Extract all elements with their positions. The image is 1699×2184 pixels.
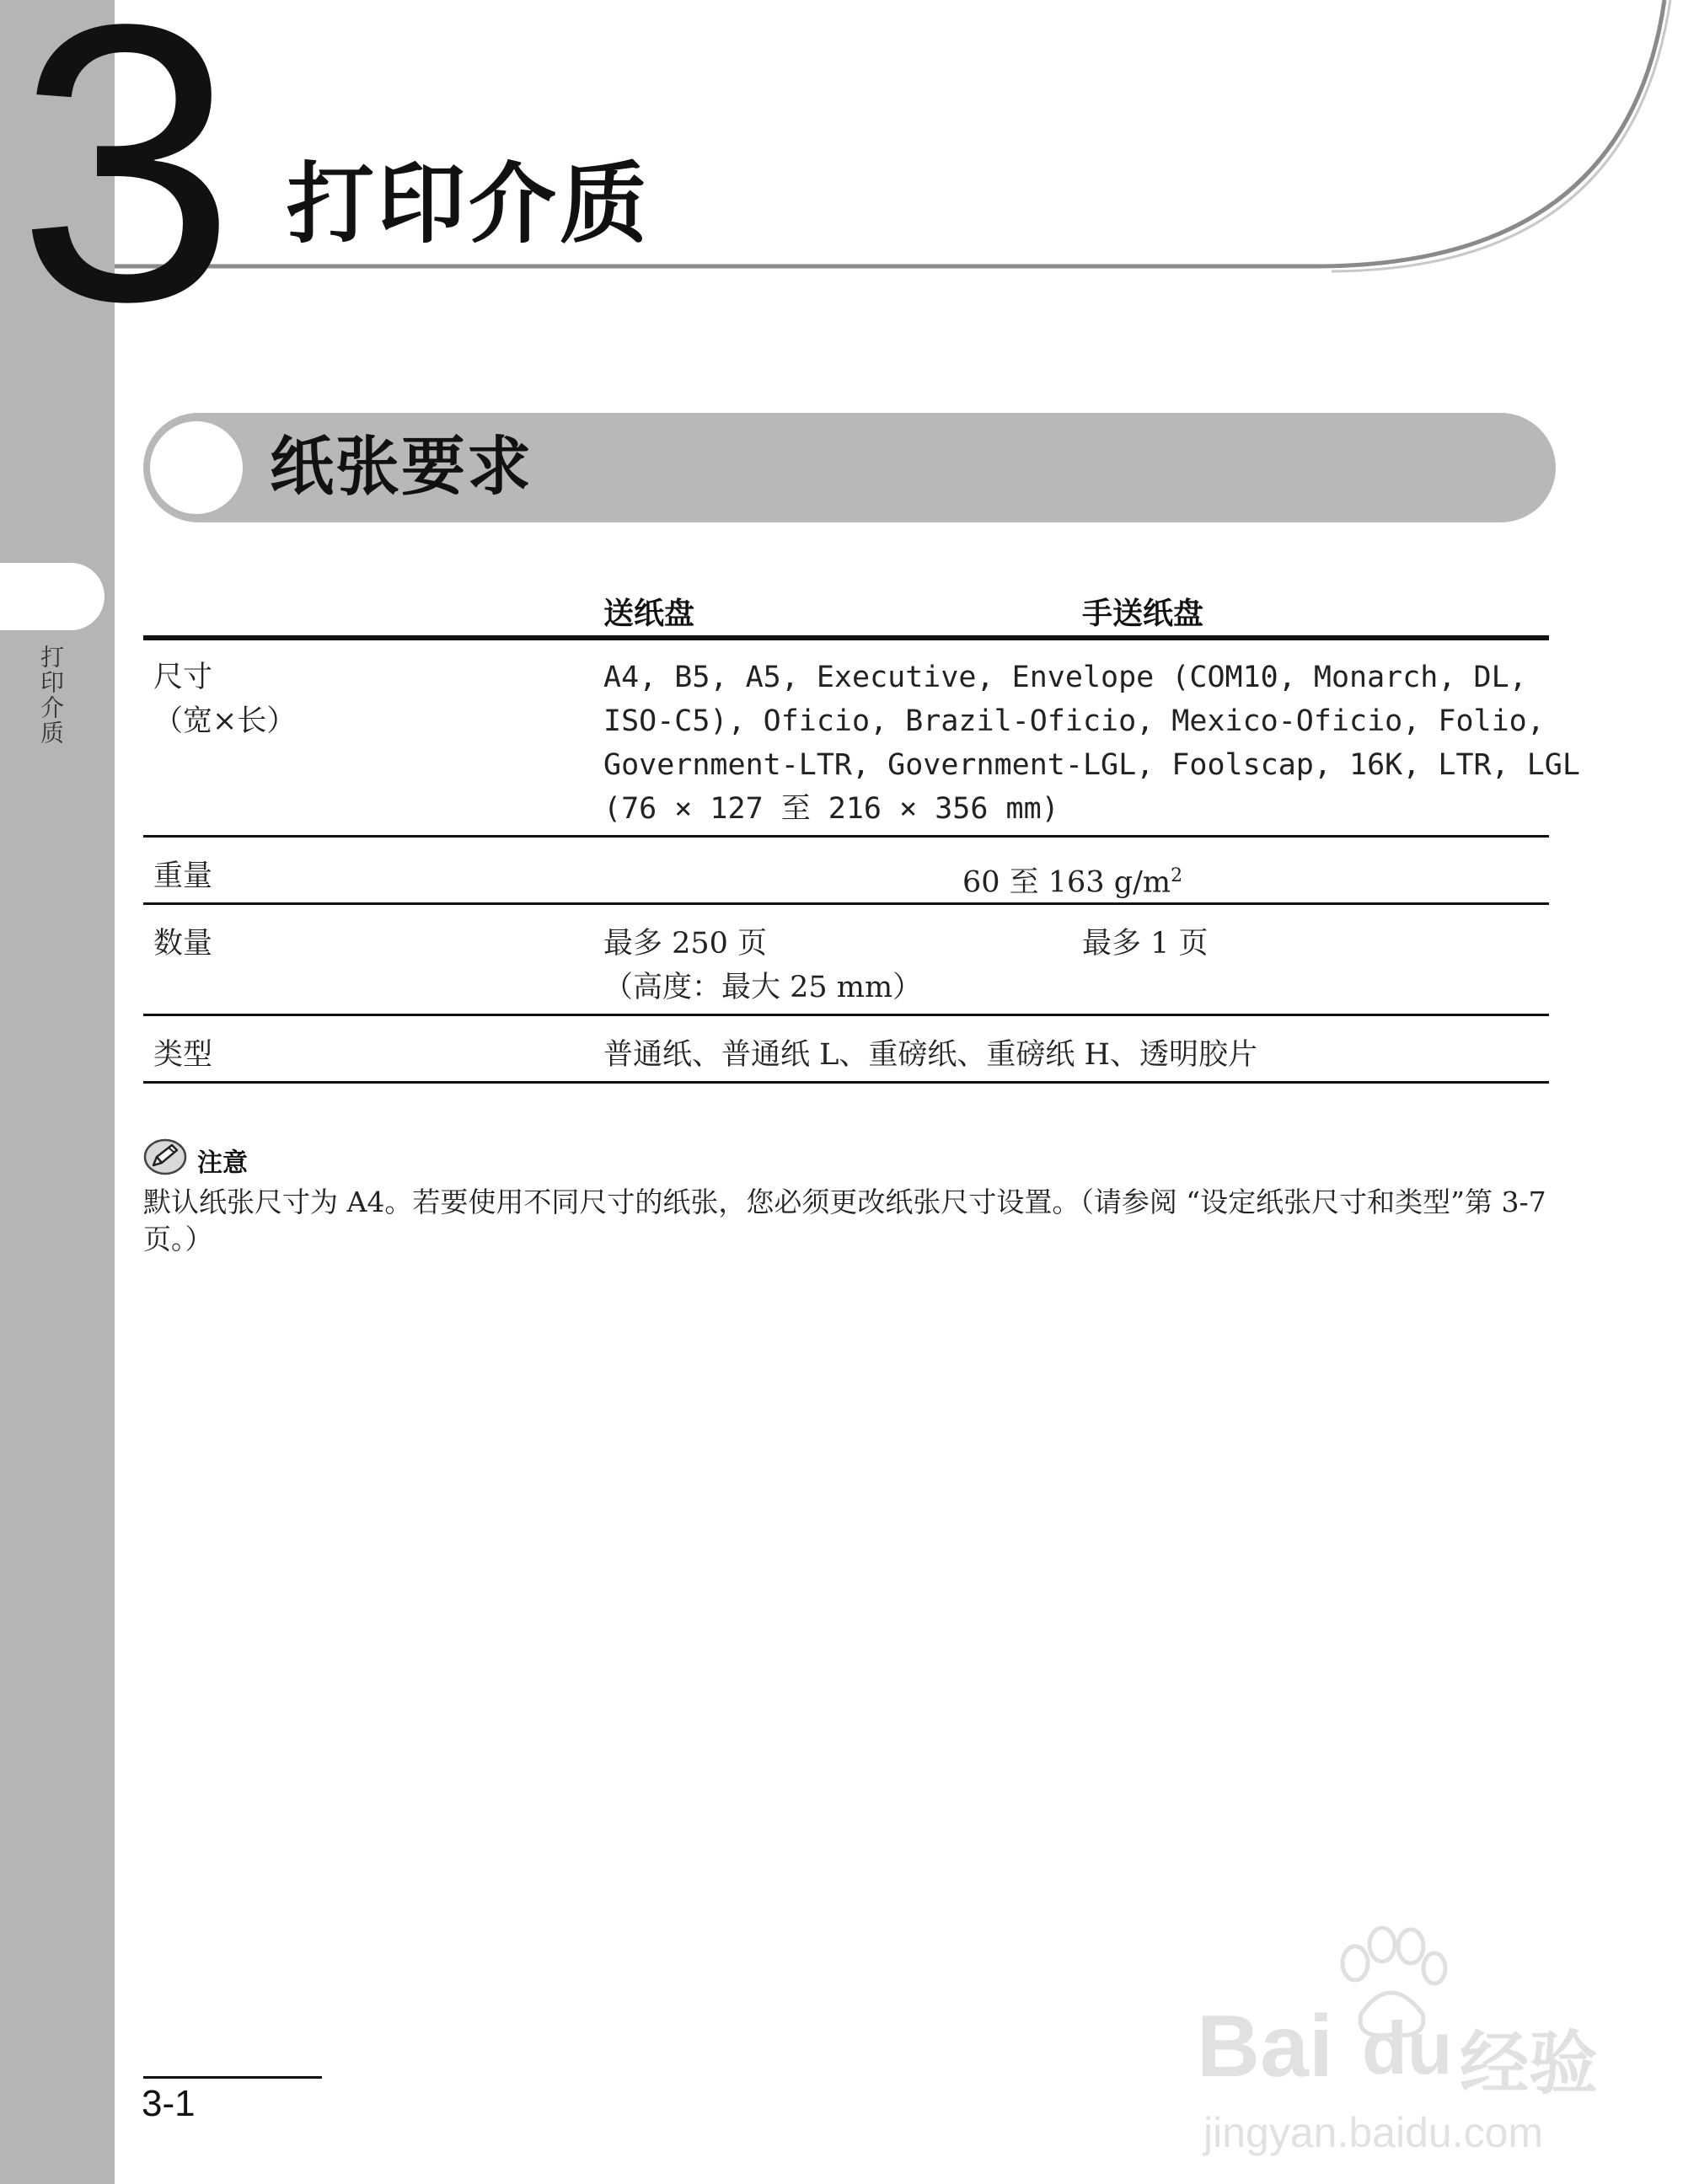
section-title: 纸张要求	[270, 429, 533, 504]
row-divider	[143, 1014, 1549, 1016]
footer-rule	[143, 2076, 322, 2079]
chapter-title: 打印介质	[287, 153, 651, 255]
row-divider	[143, 902, 1549, 905]
watermark-cn: 经验	[1460, 2024, 1599, 2104]
table-bottom-rule	[143, 1081, 1549, 1084]
table-top-rule	[143, 635, 1549, 640]
sidebar-chapter-label: 打印介质	[37, 645, 65, 746]
size-sublabel: （宽×长）	[153, 704, 297, 738]
sidebar-tab	[0, 563, 105, 630]
row-divider	[143, 835, 1549, 838]
size-label: 尺寸	[153, 661, 213, 694]
type-value: 普通纸、普通纸 L、重磅纸、重磅纸 H、透明胶片	[603, 1038, 1258, 1072]
watermark-brand: Bai	[1197, 1998, 1333, 2096]
baidu-watermark	[1197, 1921, 1601, 2174]
pencil-note-icon	[143, 1138, 187, 1176]
section-bullet	[150, 421, 243, 514]
quantity-tray: 最多 250 页	[603, 927, 768, 961]
quantity-manual: 最多 1 页	[1082, 927, 1209, 961]
size-line-4: (76 × 127 至 216 × 356 mm)	[603, 792, 1059, 826]
size-line-3: Government-LTR, Government-LGL, Foolscap, 16K, LTR, LGL	[603, 748, 1580, 782]
quantity-tray-note: （高度：最大 25 mm）	[603, 971, 923, 1004]
header-paper-tray: 送纸盘	[603, 597, 695, 631]
weight-value: 60 至 163 $g/m^2$	[962, 865, 1183, 900]
note-text: 默认纸张尺寸为 A4。若要使用不同尺寸的纸张，您必须更改纸张尺寸设置。（请参阅 “设定纸张尺寸和类型”第 3-7 页。）	[143, 1186, 1546, 1255]
weight-label: 重量	[153, 859, 213, 893]
size-line-2: ISO-C5), Oficio, Brazil-Oficio, Mexico-Oficio, Folio,	[603, 704, 1545, 738]
type-label: 类型	[153, 1038, 213, 1072]
note-title: 注意	[197, 1148, 248, 1178]
header-manual-tray: 手送纸盘	[1082, 597, 1204, 631]
watermark-brand-du: du	[1362, 2006, 1453, 2090]
header-decoration	[0, 0, 1699, 286]
quantity-label: 数量	[153, 927, 213, 961]
size-line-1: A4, B5, A5, Executive, Envelope (COM10, Monarch, DL,	[603, 661, 1527, 694]
chapter-number: 3	[17, 0, 237, 383]
page-number: 3-1	[142, 2083, 196, 2124]
watermark-url: jingyan.baidu.com	[1203, 2109, 1544, 2156]
